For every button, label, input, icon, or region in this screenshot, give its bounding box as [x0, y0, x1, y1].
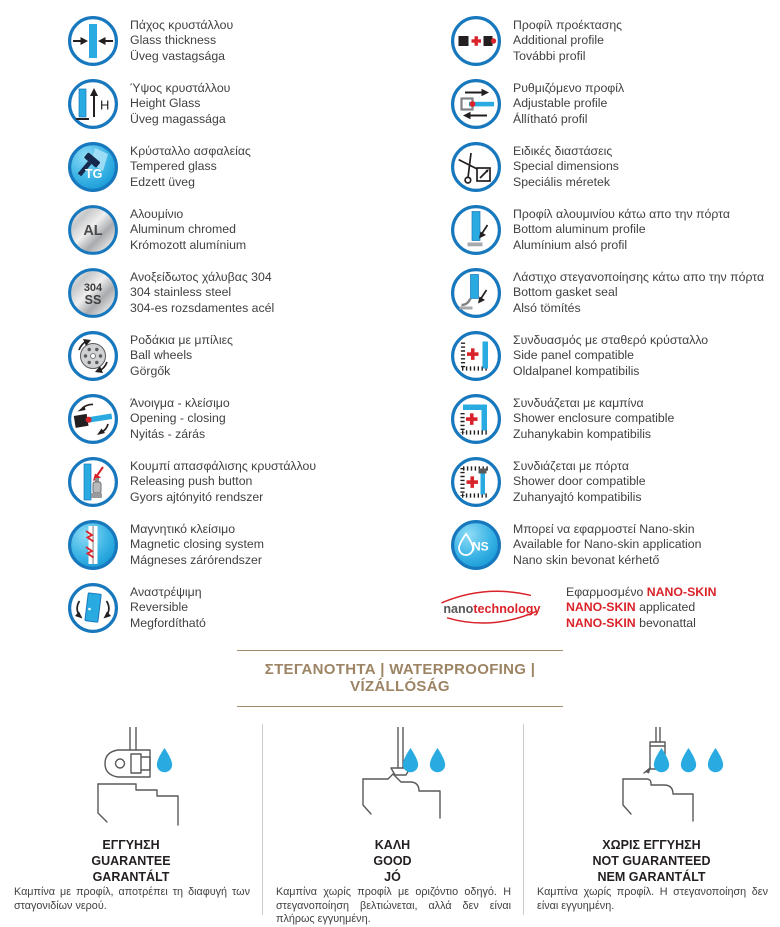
water-drops	[154, 747, 175, 775]
label-hu: NANO-SKIN bevonattal	[566, 615, 696, 630]
label-hu: Gyors ajtónyitó rendszer	[130, 489, 264, 504]
legend-text	[130, 18, 233, 64]
legend-item	[67, 456, 399, 508]
releasing-push-button-icon	[67, 456, 119, 508]
label-gr: Ρυθμιζόμενο προφίλ	[513, 81, 625, 96]
legend-item	[450, 330, 780, 382]
legend-text	[130, 207, 246, 253]
water-drops	[400, 747, 448, 775]
label-en: Tempered glass	[130, 159, 217, 174]
panel-description: Καμπίνα χωρίς προφίλ με οριζόντιο οδηγό. Η στεγανοποίηση βελτιώνεται, αλλά δεν είναι πλήρως εγγυημένη.	[276, 886, 511, 925]
svg-text:304: 304	[83, 282, 103, 294]
legend-item	[450, 15, 780, 67]
legend-item	[67, 78, 399, 130]
additional-profile-icon	[450, 15, 502, 67]
label-gr: Ειδικές διαστάσεις	[513, 144, 613, 159]
legend-item	[450, 456, 780, 508]
legend-item	[67, 204, 399, 256]
legend-text	[513, 207, 730, 253]
label-hu: Üveg magassága	[130, 111, 226, 126]
label-en: Shower enclosure compatible	[513, 411, 675, 426]
legend-text	[513, 81, 624, 127]
label-hu: Speciális méretek	[513, 174, 611, 189]
legend-text	[130, 270, 274, 316]
legend-text	[130, 333, 233, 379]
label-en: Releasing push button	[130, 474, 253, 489]
adjustable-profile-icon	[450, 78, 502, 130]
water-drops	[651, 747, 726, 775]
label-gr: Πάχος κρυστάλλου	[130, 18, 234, 33]
magnetic-closing-icon	[67, 519, 119, 571]
label-gr: Κουμπί απασφάλισης κρυστάλλου	[130, 459, 317, 474]
label-hu: Mágneses zárórendszer	[130, 552, 262, 567]
bottom-aluminum-profile-icon	[450, 204, 502, 256]
label-hu: Görgők	[130, 363, 171, 378]
label-en: Opening - closing	[130, 411, 226, 426]
svg-text:TG: TG	[85, 167, 103, 181]
waterproofing-heading: ΣΤΕΓΑΝΟΤΗΤΑ | WATERPROOFING | VÍZÁLLÓSÁG	[237, 650, 563, 707]
tempered-glass-icon	[67, 141, 119, 193]
label-en: Reversible	[130, 600, 189, 615]
panel-label-gr: ΚΑΛΗ	[374, 838, 411, 852]
legend-item	[450, 204, 780, 256]
label-en: Special dimensions	[513, 159, 619, 174]
legend-left-column	[67, 15, 399, 645]
waterproofing-panel-not-guaranteed	[523, 724, 780, 915]
waterproofing-panel-guarantee	[0, 724, 262, 915]
water-drop-icon	[400, 747, 421, 775]
legend-text	[130, 81, 230, 127]
label-gr: Μπορεί να εφαρμοστεί Nano-skin	[513, 522, 695, 537]
frameless-diagram	[607, 727, 717, 831]
special-dimensions-icon	[450, 141, 502, 193]
panel-labels	[262, 838, 523, 885]
panel-label-en: NOT GUARANTEED	[592, 853, 711, 868]
water-drop-icon	[678, 747, 699, 775]
legend-item	[67, 582, 399, 634]
label-en: Shower door compatible	[513, 474, 646, 489]
legend-item	[67, 15, 399, 67]
panel-label-hu: NEM GARANTÁLT	[597, 869, 706, 884]
panel-label-en: GOOD	[373, 853, 412, 868]
label-en: Magnetic closing system	[130, 537, 264, 552]
panel-label-gr: ΧΩΡΙΣ ΕΓΓΥΗΣΗ	[602, 838, 701, 852]
legend-text	[130, 396, 230, 442]
stainless-steel-304-icon	[67, 267, 119, 319]
legend-text	[513, 144, 619, 190]
reversible-door-icon	[67, 582, 119, 634]
legend-right-column	[443, 15, 780, 645]
label-hu: Krómozott alumínium	[130, 237, 247, 252]
label-hu: Megfordítható	[130, 615, 206, 630]
legend-item	[67, 141, 399, 193]
label-en: Height Glass	[130, 96, 201, 111]
label-hu: Üveg vastagsága	[130, 48, 226, 63]
label-hu: 304-es rozsdamentes acél	[130, 300, 275, 315]
panel-label-hu: GARANTÁLT	[92, 869, 170, 884]
profile-with-frame-diagram	[84, 727, 194, 831]
legend-item	[67, 519, 399, 571]
panel-label-gr: ΕΓΓΥΗΣΗ	[102, 838, 160, 852]
label-hu: Oldalpanel kompatibilis	[513, 363, 640, 378]
legend-text	[130, 459, 316, 505]
legend-text	[513, 459, 646, 505]
water-drop-icon	[154, 747, 175, 775]
label-en: Additional profile	[513, 33, 604, 48]
legend-text	[130, 585, 206, 631]
legend-item	[450, 267, 780, 319]
label-en: NANO-SKIN applicated	[566, 600, 696, 615]
label-gr: Αλουμίνιο	[130, 207, 184, 222]
label-en: Available for Nano-skin application	[513, 537, 702, 552]
glass-height-icon	[67, 78, 119, 130]
nano-skin-icon	[450, 519, 502, 571]
opening-closing-icon	[67, 393, 119, 445]
side-panel-compatible-icon	[450, 330, 502, 382]
label-hu: Nyitás - zárás	[130, 426, 206, 441]
aluminum-chromed-icon	[67, 204, 119, 256]
label-en: Bottom aluminum profile	[513, 222, 646, 237]
svg-text:SS: SS	[84, 293, 102, 307]
legend-text	[513, 18, 622, 64]
label-en: Side panel compatible	[513, 348, 634, 363]
label-gr: Προφίλ αλουμινίου κάτω απο την πόρτα	[513, 207, 730, 222]
panel-label-en: GUARANTEE	[91, 853, 171, 868]
label-gr: Συνδιάζεται με πόρτα	[513, 459, 629, 474]
panel-label-hu: JÓ	[384, 869, 401, 884]
panel-description: Καμπίνα με προφίλ, αποτρέπει τη διαφυγή των σταγονιδίων νερού.	[14, 886, 250, 912]
legend-text	[513, 270, 764, 316]
legend-text	[513, 396, 674, 442]
label-gr: Αναστρέψιμη	[130, 585, 202, 600]
panel-divider	[523, 724, 524, 915]
legend-text	[566, 585, 716, 631]
legend-item-nano	[443, 582, 780, 634]
label-en: Bottom gasket seal	[513, 285, 618, 300]
svg-text:H: H	[100, 97, 110, 113]
label-gr: Προφίλ προέκτασης	[513, 18, 623, 33]
svg-text:nanotechnology: nanotechnology	[443, 601, 541, 616]
label-hu: Edzett üveg	[130, 174, 195, 189]
legend-item	[67, 330, 399, 382]
label-gr: Λάστιχο στεγανοποίησης κάτω απο την πόρτα	[513, 270, 765, 285]
shower-enclosure-compatible-icon	[450, 393, 502, 445]
label-gr: Συνδυασμός με σταθερό κρύσταλλο	[513, 333, 709, 348]
water-drop-icon	[705, 747, 726, 775]
label-gr: Κρύσταλλο ασφαλείας	[130, 144, 251, 159]
label-en: Ball wheels	[130, 348, 193, 363]
legend-item	[450, 78, 780, 130]
svg-text:NS: NS	[472, 539, 489, 554]
label-gr: Ροδάκια με μπίλιες	[130, 333, 233, 348]
water-drop-icon	[427, 747, 448, 775]
legend-item	[67, 267, 399, 319]
legend-text	[513, 333, 708, 379]
legend-text	[130, 144, 251, 190]
ball-wheels-icon	[67, 330, 119, 382]
label-hu: Állítható profil	[513, 111, 588, 126]
shower-door-compatible-icon	[450, 456, 502, 508]
panel-description: Καμπίνα χωρίς προφίλ. Η στεγανοποίηση δεν είναι εγγυημένη.	[537, 886, 768, 912]
label-hu: Alsó tömítés	[513, 300, 581, 315]
legend-text	[513, 522, 701, 568]
legend-text	[130, 522, 264, 568]
svg-text:AL: AL	[83, 223, 103, 239]
frameless-with-guide-diagram	[346, 727, 456, 831]
label-gr: Ανοξείδωτος χάλυβας 304	[130, 270, 272, 285]
label-gr: Εφαρμοσμένο NANO-SKIN	[566, 585, 717, 600]
waterproofing-panel-good	[262, 724, 523, 925]
label-hu: Zuhanykabin kompatibilis	[513, 426, 652, 441]
label-en: Adjustable profile	[513, 96, 608, 111]
panel-labels	[0, 838, 262, 885]
label-hu: Alumínium alsó profil	[513, 237, 628, 252]
water-drop-icon	[651, 747, 672, 775]
bottom-gasket-seal-icon	[450, 267, 502, 319]
panel-divider	[262, 724, 263, 915]
legend-item	[450, 519, 780, 571]
legend-item	[450, 393, 780, 445]
label-en: 304 stainless steel	[130, 285, 232, 300]
label-gr: Ύψος κρυστάλλου	[130, 81, 231, 96]
label-en: Aluminum chromed	[130, 222, 236, 237]
label-gr: Συνδυάζεται με καμπίνα	[513, 396, 644, 411]
nanotechnology-logo	[434, 587, 544, 630]
legend-item	[450, 141, 780, 193]
panel-labels	[523, 838, 780, 885]
label-hu: További profil	[513, 48, 586, 63]
label-hu: Nano skin bevonat kérhető	[513, 552, 660, 567]
label-hu: Zuhanyajtó kompatibilis	[513, 489, 642, 504]
label-gr: Άνοιγμα - κλείσιμο	[130, 396, 230, 411]
label-en: Glass thickness	[130, 33, 217, 48]
legend-item	[67, 393, 399, 445]
glass-thickness-icon	[67, 15, 119, 67]
label-gr: Μαγνητικό κλείσιμο	[130, 522, 236, 537]
